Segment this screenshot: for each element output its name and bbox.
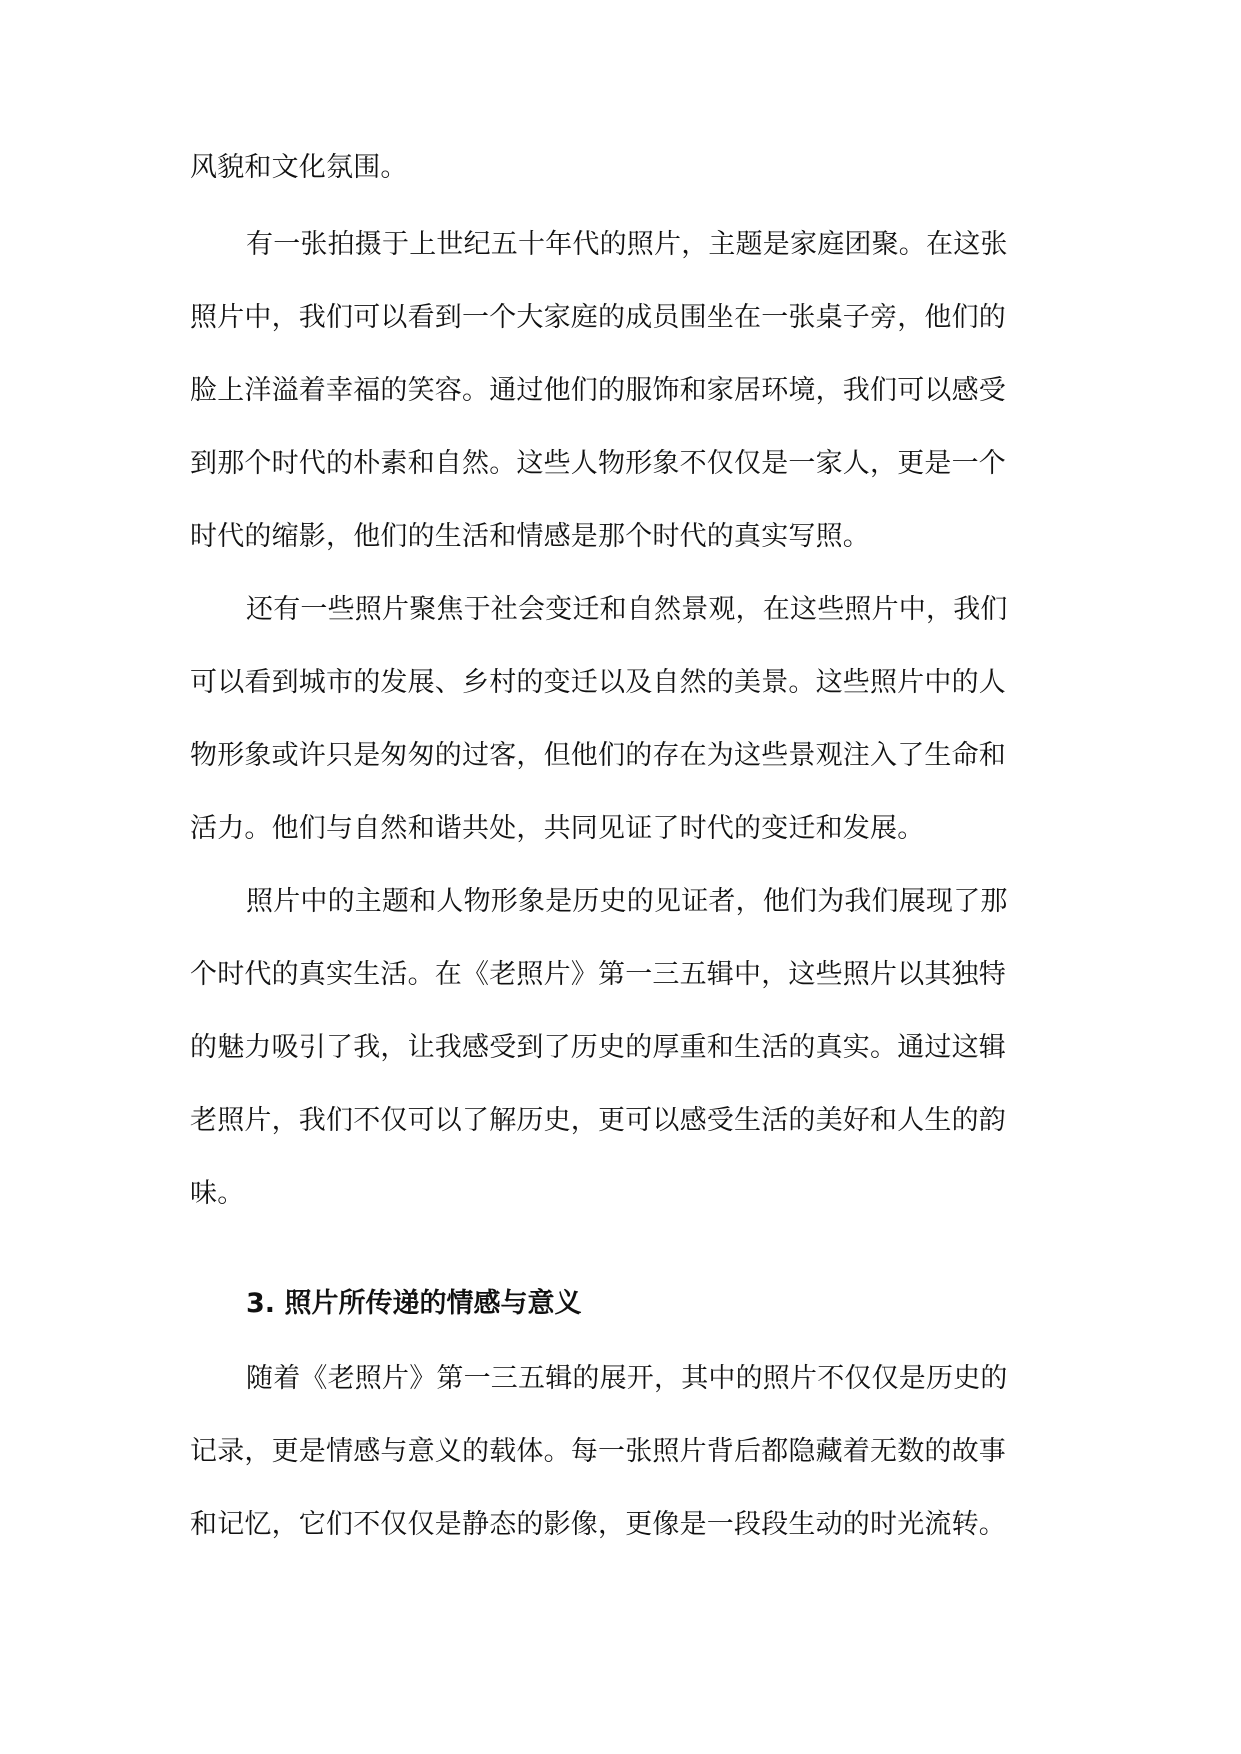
text-line: 风貌和文化氛围。 [190,152,408,183]
paragraph-first-line: 有一张拍摄于上世纪五十年代的照片，主题是家庭团聚。在这张 [246,229,1008,260]
text-line: 到那个时代的朴素和自然。这些人物形象不仅仅是一家人，更是一个 [190,448,1006,479]
text-line: 活力。他们与自然和谐共处，共同见证了时代的变迁和发展。 [190,813,925,844]
text-line: 可以看到城市的发展、乡村的变迁以及自然的美景。这些照片中的人 [190,667,1006,698]
paragraph-first-line: 随着《老照片》第一三五辑的展开，其中的照片不仅仅是历史的 [246,1363,1008,1394]
section-heading: 3. 照片所传递的情感与意义 [246,1288,582,1319]
text-line: 个时代的真实生活。在《老照片》第一三五辑中，这些照片以其独特 [190,959,1006,990]
text-line: 物形象或许只是匆匆的过客，但他们的存在为这些景观注入了生命和 [190,740,1006,771]
text-line: 和记忆，它们不仅仅是静态的影像，更像是一段段生动的时光流转。 [190,1509,1006,1540]
text-line: 记录，更是情感与意义的载体。每一张照片背后都隐藏着无数的故事 [190,1436,1006,1467]
text-line: 味。 [190,1178,245,1209]
text-line: 的魅力吸引了我，让我感受到了历史的厚重和生活的真实。通过这辑 [190,1032,1006,1063]
text-line: 照片中，我们可以看到一个大家庭的成员围坐在一张桌子旁，他们的 [190,302,1006,333]
paragraph-first-line: 还有一些照片聚焦于社会变迁和自然景观，在这些照片中，我们 [246,594,1008,625]
paragraph-first-line: 照片中的主题和人物形象是历史的见证者，他们为我们展现了那 [246,886,1008,917]
text-line: 脸上洋溢着幸福的笑容。通过他们的服饰和家居环境，我们可以感受 [190,375,1006,406]
text-line: 老照片，我们不仅可以了解历史，更可以感受生活的美好和人生的韵 [190,1105,1006,1136]
text-line: 时代的缩影，他们的生活和情感是那个时代的真实写照。 [190,521,870,552]
